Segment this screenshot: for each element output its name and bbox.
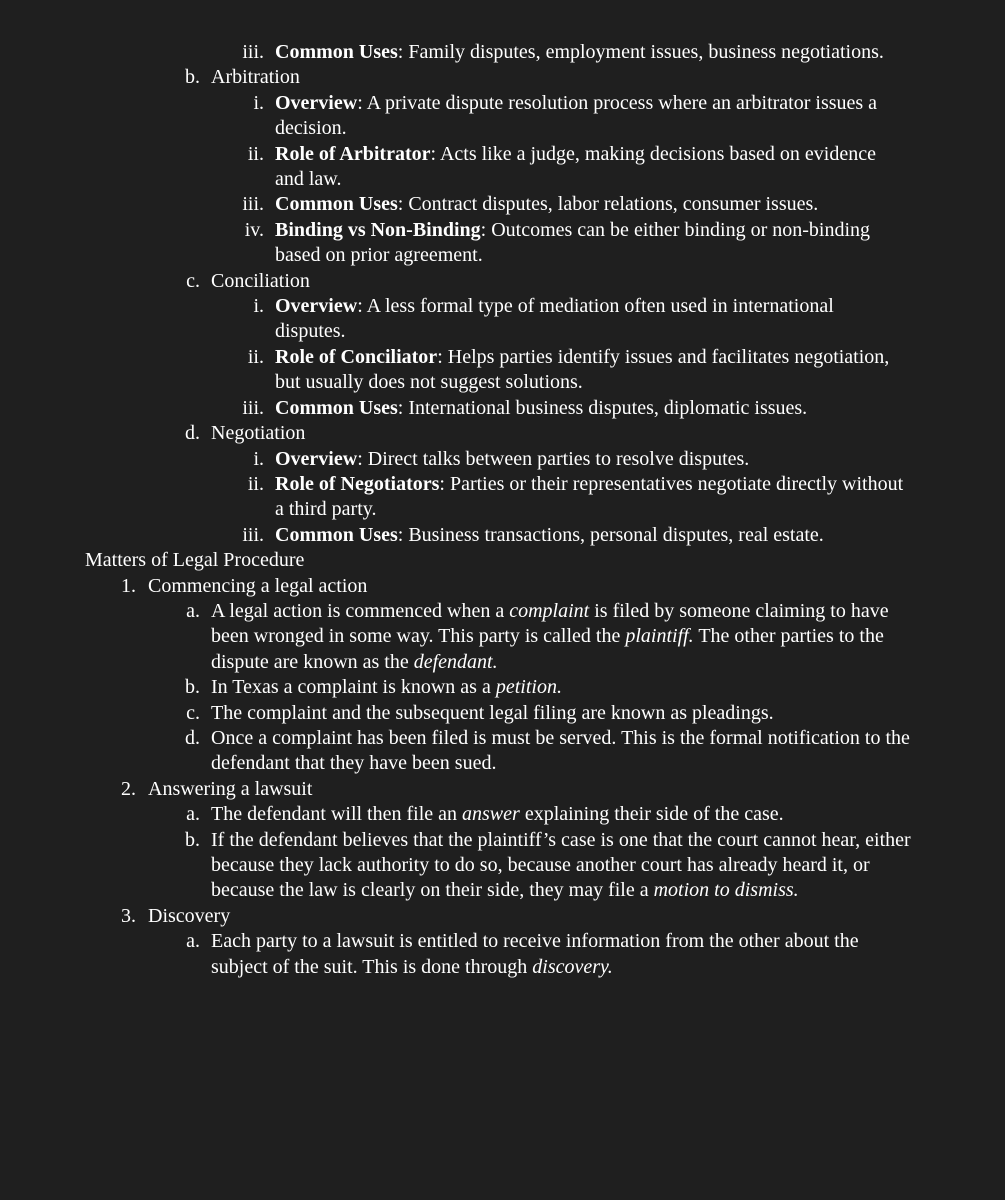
list-marker: iv. — [244, 218, 264, 241]
list-marker: 3. — [121, 904, 136, 927]
item-text: is filed by someone claiming to have been wronged in some way. This party is called the — [211, 599, 889, 648]
list-marker: iii. — [242, 193, 264, 216]
document-body — [0, 40, 1005, 980]
list-marker: 2. — [121, 777, 136, 800]
list-marker: a. — [186, 599, 200, 622]
list-item — [0, 218, 1005, 269]
list-item — [0, 294, 1005, 345]
list-item — [0, 929, 1005, 980]
section-title: Discovery — [148, 904, 231, 927]
method-title: Arbitration — [211, 66, 300, 89]
list-marker: iii. — [242, 396, 264, 419]
item-text: The other parties to the dispute are known as the — [211, 625, 884, 673]
item-label: Binding vs Non-Binding — [275, 218, 481, 241]
item-label: Common Uses — [275, 396, 398, 419]
list-item — [0, 726, 1005, 777]
item-text: If the defendant believes that the plaintiff’s case is one that the court cannot hear, either because they lack authority to do so, because another court has already heard it, or because the law is clearly on their side, they may file a — [211, 828, 911, 902]
list-item — [0, 675, 1005, 700]
list-marker: ii. — [247, 345, 264, 368]
item-text: The complaint and the subsequent legal filing are known as pleadings. — [211, 701, 774, 724]
procedure-heading: Matters of Legal Procedure — [85, 549, 305, 572]
list-marker: ii. — [247, 142, 264, 165]
list-marker: i. — [253, 91, 264, 114]
item-text: : Business transactions, personal disputes, real estate. — [397, 523, 824, 546]
item-text: : Helps parties identify issues and facilitates negotiation, but usually does not suggest solutions. — [275, 345, 890, 394]
item-text: : Direct talks between parties to resolve disputes. — [357, 447, 750, 470]
list-item — [0, 447, 1005, 472]
list-marker: d. — [185, 422, 200, 445]
list-item — [0, 599, 1005, 675]
italic-term: defendant. — [413, 650, 498, 673]
item-text: : A less formal type of mediation often used in international disputes. — [275, 295, 834, 343]
item-text: : Acts like a judge, making decisions based on evidence and law. — [275, 142, 876, 191]
section-title: Commencing a legal action — [148, 574, 368, 597]
item-text: : Contract disputes, labor relations, consumer issues. — [397, 193, 819, 216]
item-text: In Texas a complaint is known as a — [211, 676, 496, 699]
list-item — [0, 192, 1005, 217]
list-marker: a. — [186, 803, 200, 826]
item-text: Each party to a lawsuit is entitled to receive information from the other about the subject of the suit. This is done through — [211, 930, 859, 978]
section-title: Answering a lawsuit — [148, 777, 313, 800]
item-text: explaining their side of the case. — [519, 803, 784, 826]
list-item — [0, 701, 1005, 726]
italic-term: petition. — [495, 676, 562, 699]
item-text: Once a complaint has been filed is must be served. This is the formal notification to the defendant that they have been sued. — [211, 726, 910, 775]
list-marker: b. — [185, 676, 200, 699]
list-marker: b. — [185, 66, 200, 89]
procedure-section — [0, 777, 1005, 802]
list-item — [0, 396, 1005, 421]
list-marker: iii. — [242, 523, 264, 546]
list-item — [0, 91, 1005, 142]
list-item — [0, 472, 1005, 523]
procedure-section — [0, 574, 1005, 599]
method-heading — [0, 269, 1005, 294]
method-title: Negotiation — [211, 422, 306, 445]
method-heading — [0, 421, 1005, 446]
list-marker: i. — [253, 295, 264, 318]
list-marker: iii. — [242, 41, 264, 63]
list-item — [0, 802, 1005, 827]
italic-term: discovery. — [532, 955, 613, 978]
item-label: Role of Conciliator — [275, 345, 438, 368]
item-label: Overview — [275, 295, 358, 318]
list-item — [0, 142, 1005, 193]
item-text: : A private dispute resolution process where an arbitrator issues a decision. — [275, 91, 878, 140]
section-heading — [0, 548, 1005, 573]
item-label: Role of Negotiators — [275, 472, 440, 495]
item-text: : Family disputes, employment issues, business negotiations. — [397, 41, 884, 63]
list-marker: c. — [186, 701, 200, 724]
list-marker: ii. — [247, 472, 264, 495]
item-label: Common Uses — [275, 193, 398, 216]
list-item — [0, 40, 1005, 65]
item-text: A legal action is commenced when a — [211, 599, 510, 622]
italic-term: motion to dismiss. — [653, 879, 799, 902]
italic-term: plaintiff. — [625, 625, 694, 648]
procedure-section — [0, 904, 1005, 929]
list-marker: 1. — [121, 574, 136, 597]
item-label: Overview — [275, 91, 358, 114]
list-marker: a. — [186, 930, 200, 953]
list-marker: d. — [185, 726, 200, 749]
item-text: : Parties or their representatives negotiate directly without a third party. — [275, 472, 904, 521]
method-title: Conciliation — [211, 269, 310, 292]
list-marker: b. — [185, 828, 200, 851]
list-item — [0, 345, 1005, 396]
item-label: Role of Arbitrator — [275, 142, 431, 165]
italic-term: complaint — [509, 599, 590, 622]
list-marker: c. — [186, 269, 200, 292]
list-item — [0, 828, 1005, 904]
item-text: : International business disputes, diplomatic issues. — [397, 396, 808, 419]
list-marker: i. — [253, 447, 264, 470]
item-text: : Outcomes can be either binding or non-binding based on prior agreement. — [275, 218, 871, 267]
method-heading — [0, 65, 1005, 90]
item-text: The defendant will then file an — [211, 803, 463, 826]
item-label: Overview — [275, 447, 358, 470]
item-label: Common Uses — [275, 41, 398, 63]
item-label: Common Uses — [275, 523, 398, 546]
italic-term: answer — [462, 803, 520, 826]
list-item — [0, 523, 1005, 548]
